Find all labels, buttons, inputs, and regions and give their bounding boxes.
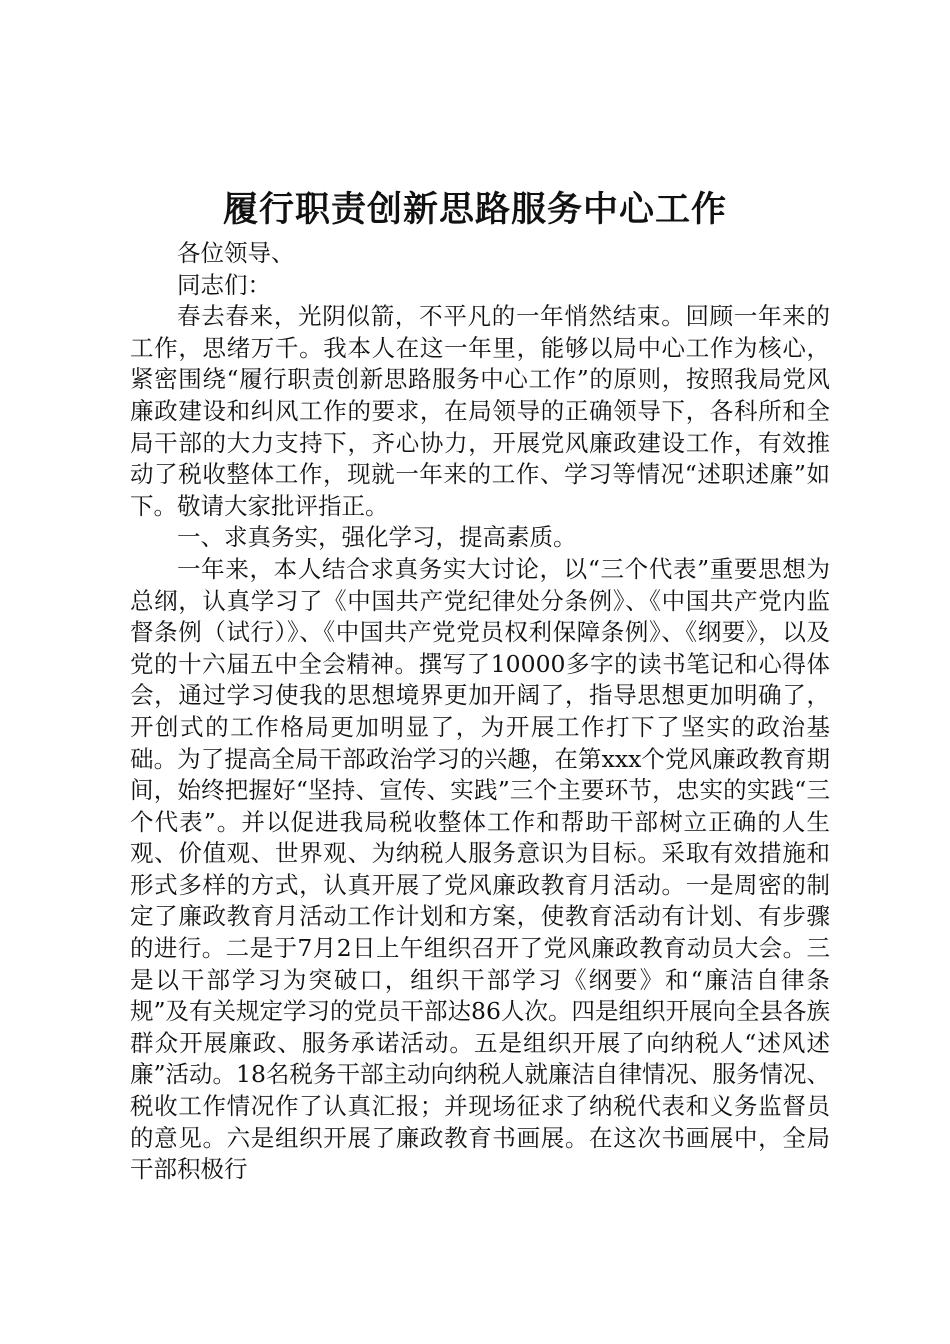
body-paragraph: 春去春来，光阴似箭，不平凡的一年悄然结束。回顾一年来的工作，思绪万千。我本人在这一年里，能够以局中心工作为核心，紧密围绕“履行职责创新思路服务中心工作”的原则，按照我局党风廉政建设和纠风工作的要求，在局领导的正确领导下，各科所和全局干部的大力支持下，齐心协力，开展党风廉政建设工作，有效推动了税收整体工作，现就一年来的工作、学习等情况“述职述廉”如下。敬请大家批评指正。 (130, 302, 830, 520)
salutation-line: 同志们： (177, 270, 271, 299)
section-heading: 一、求真务实，强化学习，提高素质。 (177, 523, 577, 552)
document-body (130, 238, 830, 1186)
salutation-line: 各位领导、 (177, 239, 295, 267)
document-title: 履行职责创新思路服务中心工作 (222, 189, 727, 230)
body-paragraph: 一年来，本人结合求真务实大讨论，以“三个代表”重要思想为总纲，认真学习了《中国共产党纪律处分条例》、《中国共产党内监督条例（试行）》、《中国共产党党员权利保障条例》、《纲要》，以及党的十六届五中全会精神。撰写了10000多字的读书笔记和心得体会，通过学习使我的思想境界更加开阔了，指导思想更加明确了，开创式的工作格局更加明显了，为开展工作打下了坚实的政治基础。为了提高全局干部政治学习的兴趣，在第xxx个党风廉政教育期间，始终把握好“坚持、宣传、实践”三个主要环节，忠实的实践“三个代表”。并以促进我局税收整体工作和帮助干部树立正确的人生观、价值观、世界观、为纳税人服务意识为目标。采取有效措施和形式多样的方式，认真开展了党风廉政教育月活动。一是周密的制定了廉政教育月活动工作计划和方案，使教育活动有计划、有步骤的进行。二是于7月2日上午组织召开了党风廉政教育动员大会。三是以干部学习为突破口，组织干部学习《纲要》和“廉洁自律条规”及有关规定学习的党员干部达86人次。四是组织开展向全县各族群众开展廉政、服务承诺活动。五是组织开展了向纳税人“述风述廉”活动。18名税务干部主动向纳税人就廉洁自律情况、服务情况、税收工作情况作了认真汇报；并现场征求了纳税代表和义务监督员的意见。六是组织开展了廉政教育书画展。在这次书画展中，全局干部积极行 (130, 554, 830, 1184)
